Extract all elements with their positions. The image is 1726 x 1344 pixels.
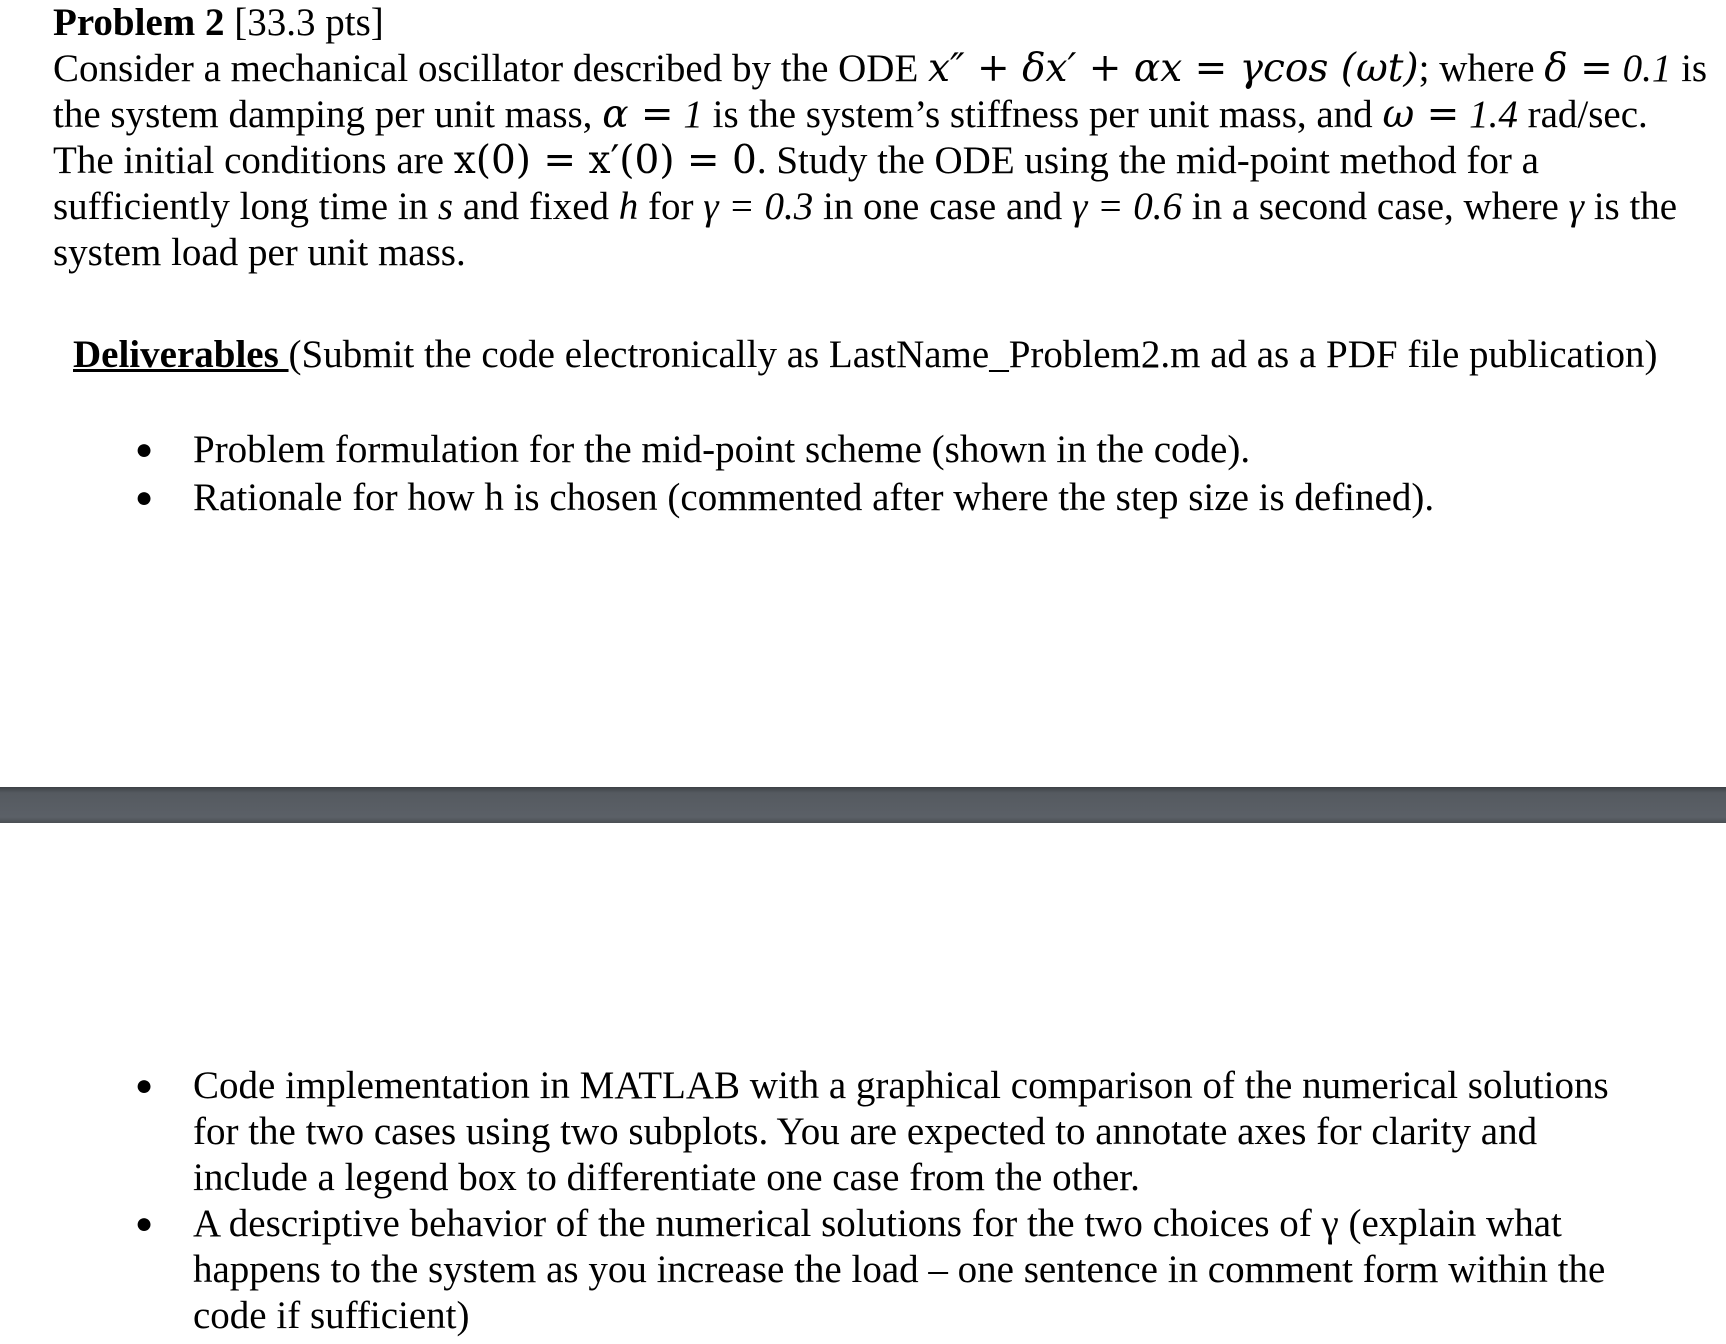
- list-item-text: Code implementation in MATLAB with a graphical comparison of the numerical solutions for the two cases using two subplots. You are expected to annotate axes for clarity and include a legend box to differentiate one case from the other.: [193, 1064, 1609, 1199]
- list-item: [135, 475, 1693, 521]
- problem-statement: [53, 0, 1713, 276]
- alpha-eq: α =: [602, 92, 674, 137]
- for-text: for: [648, 185, 694, 228]
- deliverables-heading: Deliverables: [73, 333, 289, 376]
- ode-equation: x″ + δx′ + αx = γcos (ωt): [928, 46, 1419, 91]
- list-item-text: Rationale for how h is chosen (commented after where the step size is defined).: [193, 476, 1435, 519]
- list-item-text: Problem formulation for the mid-point scheme (shown in the code).: [193, 428, 1251, 471]
- deliverables-list-bottom: [135, 1063, 1643, 1339]
- problem-title: Problem 2: [53, 1, 225, 44]
- gamma2-eq: γ = 0.6: [1072, 185, 1182, 228]
- bullet-icon: ●: [135, 1207, 154, 1240]
- list-item: [135, 427, 1693, 473]
- delta-desc: is the system damping per unit mass,: [53, 47, 1708, 136]
- study-text: . Study the ODE using the mid-point method for a sufficiently long time in: [53, 139, 1539, 228]
- deliverables-block: [73, 332, 1673, 378]
- page-divider: [0, 787, 1726, 823]
- where-text: ; where: [1418, 47, 1535, 90]
- omega-desc: rad/sec. The initial conditions are: [53, 93, 1648, 182]
- gamma1-eq: γ = 0.3: [703, 185, 814, 228]
- fixed-text: and fixed: [462, 185, 610, 228]
- alpha-desc: is the system’s stiffness per unit mass, and: [712, 93, 1373, 136]
- list-item-text: A descriptive behavior of the numerical solutions for the two choices of γ (explain what happens to the system as you increase the load – one sentence in comment form within the code if sufficient): [193, 1202, 1606, 1337]
- delta-value: 0.1: [1622, 47, 1672, 90]
- gamma-var: γ: [1568, 185, 1584, 228]
- list-item: [135, 1063, 1643, 1201]
- alpha-value: 1: [683, 93, 703, 136]
- h-var: h: [618, 185, 639, 228]
- bullet-icon: ●: [135, 1069, 154, 1102]
- one-case-text: in one case and: [822, 185, 1063, 228]
- load-desc: is the system load per unit mass.: [53, 185, 1678, 274]
- delta-eq: δ =: [1544, 46, 1613, 91]
- intro-text: Consider a mechanical oscillator described by the ODE: [53, 47, 919, 90]
- problem-points: [33.3 pts]: [234, 1, 384, 44]
- initial-conditions: x(0) = x′(0) = 0: [453, 138, 757, 183]
- second-case-text: in a second case, where: [1191, 185, 1559, 228]
- bullet-icon: ●: [135, 481, 154, 514]
- deliverables-list-top: [135, 427, 1693, 523]
- list-item: [135, 1201, 1643, 1339]
- deliverables-note: (Submit the code electronically as LastName_Problem2.m ad as a PDF file publication): [288, 333, 1658, 376]
- bullet-icon: ●: [135, 433, 154, 466]
- omega-value: 1.4: [1469, 93, 1518, 136]
- s-var: s: [437, 185, 454, 228]
- omega-eq: ω =: [1382, 92, 1460, 137]
